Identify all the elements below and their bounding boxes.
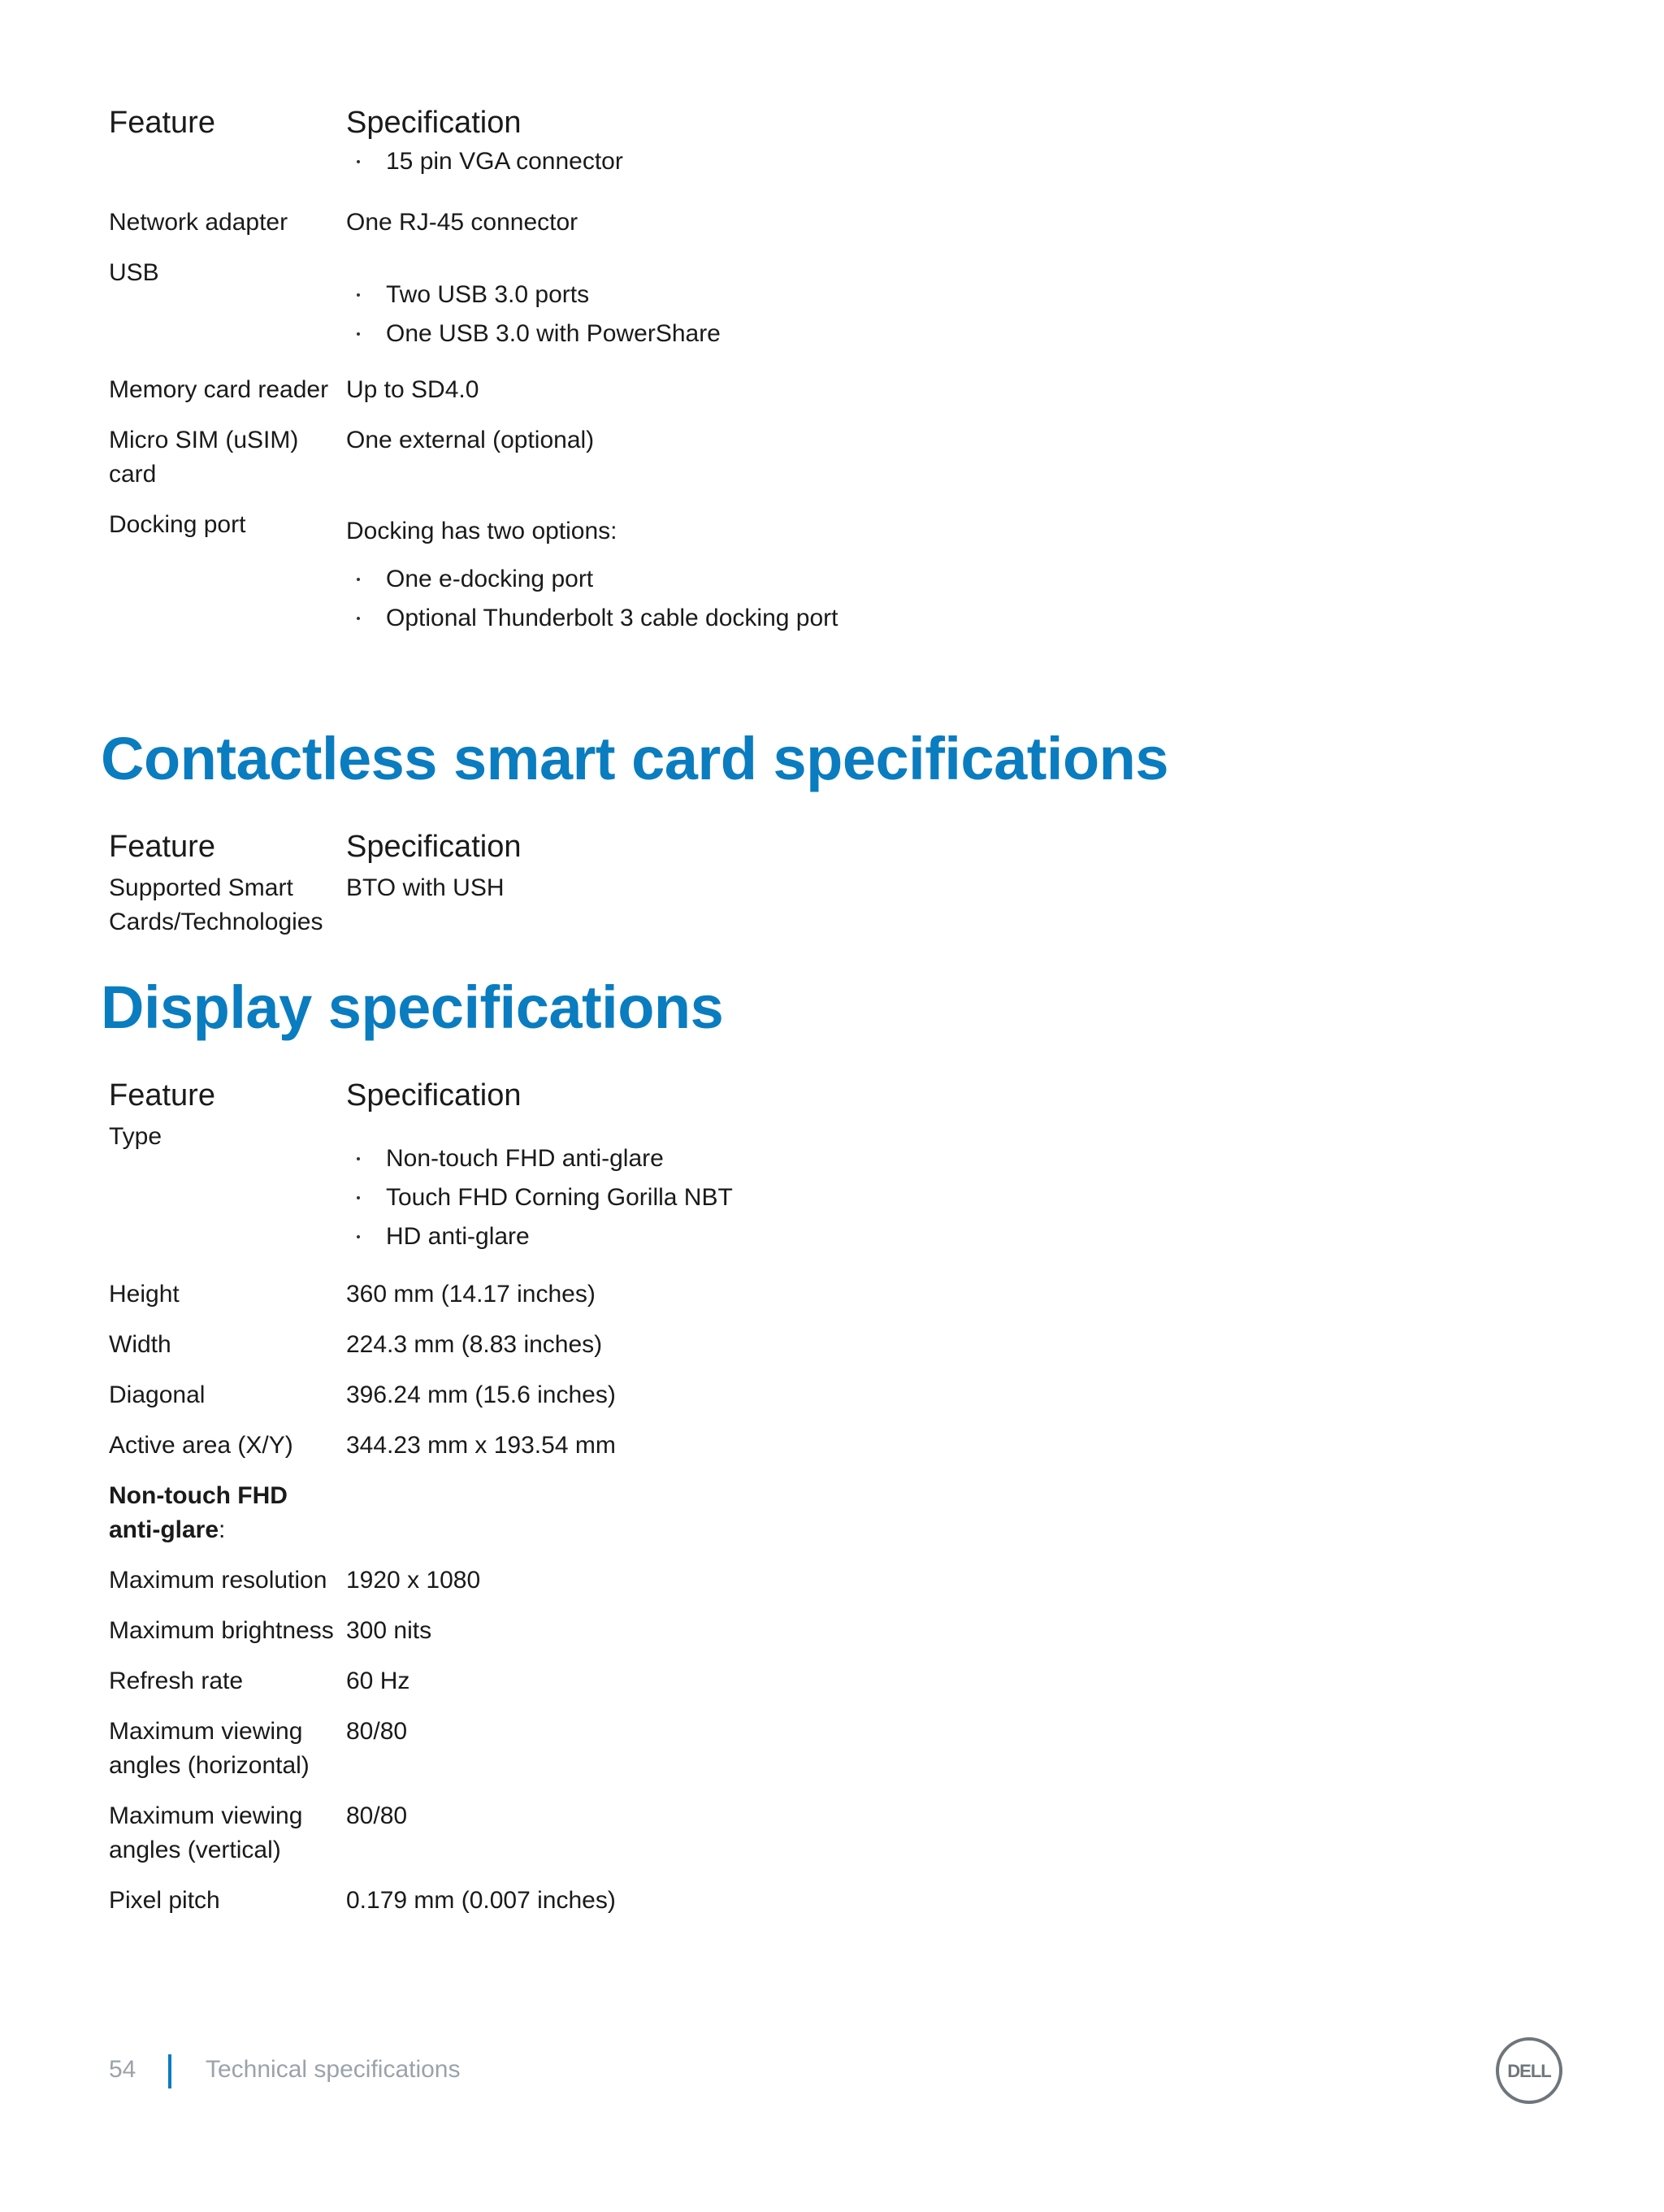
footer-divider [168, 2054, 171, 2088]
table-row [109, 1277, 1409, 1312]
table-row [109, 1479, 1409, 1547]
usb-list [346, 275, 1409, 353]
table-row [109, 1378, 1409, 1412]
specification-header: Specification [346, 106, 522, 140]
row-label: Refresh rate [109, 1668, 244, 1694]
row-value: 300 nits [346, 1617, 432, 1644]
list-item: HD anti-glare [346, 1217, 1409, 1256]
row-label: Maximum viewing angles (horizontal) [109, 1718, 310, 1779]
table-header [109, 827, 1409, 866]
feature-header: Feature [109, 106, 215, 140]
feature-header: Feature [109, 830, 215, 864]
list-item: Optional Thunderbolt 3 cable docking port [346, 599, 1409, 638]
row-label: Width [109, 1331, 171, 1358]
table-row [109, 147, 1409, 181]
row-value: 0.179 mm (0.007 inches) [346, 1887, 616, 1914]
table-row [109, 1120, 1409, 1256]
table-header [109, 1076, 1409, 1115]
dell-logo-icon [1495, 2036, 1563, 2105]
type-list [346, 1139, 1409, 1256]
specification-header: Specification [346, 830, 522, 864]
table-row [109, 206, 1409, 240]
row-value: One RJ-45 connector [346, 209, 578, 236]
row-label: Maximum resolution [109, 1567, 327, 1594]
docking-intro: Docking has two options: [346, 518, 618, 544]
row-value: 1920 x 1080 [346, 1567, 481, 1594]
row-label: USB [109, 259, 159, 286]
row-label: Memory card reader [109, 376, 329, 403]
row-label: Docking port [109, 511, 246, 538]
table-row [109, 1799, 1409, 1867]
row-label: Pixel pitch [109, 1887, 220, 1914]
display-heading: Display specifications [101, 974, 724, 1041]
row-value: 344.23 mm x 193.54 mm [346, 1432, 616, 1459]
row-value: 60 Hz [346, 1668, 410, 1694]
vga-list [346, 142, 1409, 181]
row-label: Maximum viewing angles (vertical) [109, 1802, 303, 1863]
row-label: Network adapter [109, 209, 288, 236]
row-value: BTO with USH [346, 874, 505, 901]
page-number: 54 [109, 2056, 136, 2083]
ports-table [109, 103, 1409, 654]
list-item: One e-docking port [346, 560, 1409, 599]
table-row [109, 1328, 1409, 1362]
contactless-heading: Contactless smart card specifications [101, 725, 1169, 792]
row-label: Type [109, 1123, 162, 1150]
table-row [109, 1614, 1409, 1648]
row-value: Up to SD4.0 [346, 376, 479, 403]
table-row [109, 1664, 1409, 1698]
docking-list [346, 560, 1409, 638]
row-value: One external (optional) [346, 427, 595, 453]
list-item: Two USB 3.0 ports [346, 275, 1409, 314]
table-row [109, 871, 1409, 939]
table-row [109, 1564, 1409, 1598]
row-label: Active area (X/Y) [109, 1432, 293, 1459]
table-row [109, 423, 1409, 492]
row-label: Micro SIM (uSIM) card [109, 427, 299, 488]
specification-header: Specification [346, 1078, 522, 1113]
row-value: 80/80 [346, 1802, 408, 1829]
row-label: Diagonal [109, 1381, 206, 1408]
table-row [109, 508, 1409, 638]
list-item: Touch FHD Corning Gorilla NBT [346, 1178, 1409, 1217]
display-table [109, 1076, 1409, 1934]
table-row [109, 256, 1409, 353]
row-label: Supported Smart Cards/Technologies [109, 874, 323, 935]
row-value: 360 mm (14.17 inches) [346, 1281, 596, 1308]
row-label: Height [109, 1281, 180, 1308]
footer-section-title: Technical specifications [206, 2056, 461, 2083]
table-header [109, 103, 1409, 142]
dell-logo-text: DELL [1507, 2061, 1551, 2081]
row-value: 80/80 [346, 1718, 408, 1745]
row-label: Maximum brightness [109, 1617, 334, 1644]
table-row [109, 373, 1409, 407]
list-item: 15 pin VGA connector [346, 142, 1409, 181]
table-row [109, 1715, 1409, 1783]
table-row [109, 1884, 1409, 1918]
subheading-label: Non-touch FHD anti-glare: [109, 1482, 288, 1543]
table-row [109, 1429, 1409, 1463]
list-item: One USB 3.0 with PowerShare [346, 314, 1409, 353]
row-value: 396.24 mm (15.6 inches) [346, 1381, 616, 1408]
contactless-table [109, 827, 1409, 956]
feature-header: Feature [109, 1078, 215, 1113]
row-value: 224.3 mm (8.83 inches) [346, 1331, 603, 1358]
list-item: Non-touch FHD anti-glare [346, 1139, 1409, 1178]
